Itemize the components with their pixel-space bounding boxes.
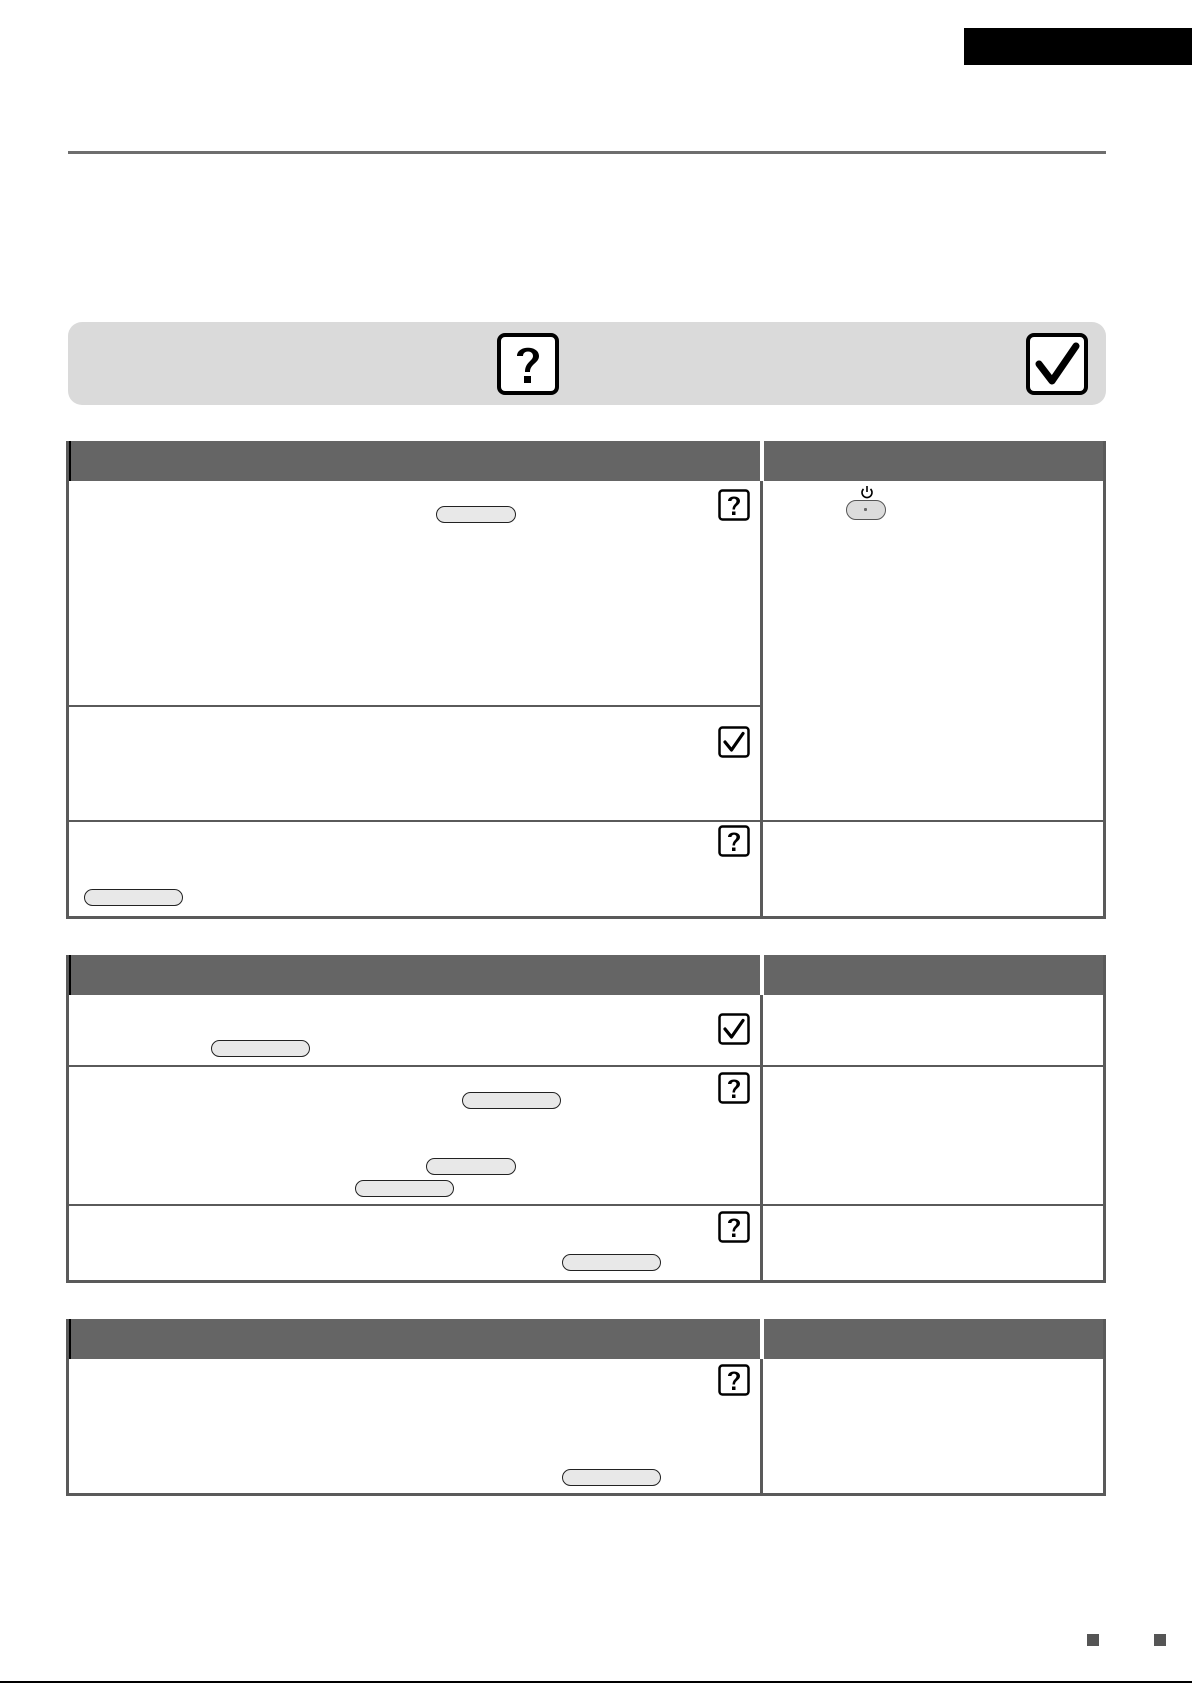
row-divider [66,1204,762,1206]
column-divider [760,481,763,919]
header-rule [68,151,1106,154]
table-header-problem [66,441,760,481]
button-label-placeholder [436,506,516,523]
table-header-remedy [764,441,1106,481]
question-mark-icon [718,1364,750,1401]
question-mark-icon [718,1072,750,1109]
row-divider [763,820,1106,822]
troubleshooting-table-1 [66,441,1106,919]
button-label-placeholder [355,1180,454,1197]
bottom-rule [0,1681,1192,1683]
row-divider [66,1065,762,1067]
section-tab-marker [964,28,1192,65]
button-label-placeholder [562,1254,661,1271]
button-label-placeholder [462,1092,561,1109]
question-mark-icon [497,333,559,400]
legend-bar [68,322,1106,405]
row-divider [763,1065,1106,1067]
question-mark-icon [718,489,750,526]
checkmark-icon [718,1013,750,1050]
checkmark-icon [1026,333,1088,400]
table-header-remedy [764,955,1106,995]
checkmark-icon [718,726,750,763]
table-header-problem [66,955,760,995]
column-divider [760,995,763,1283]
question-mark-icon [718,1211,750,1248]
row-divider [66,820,762,822]
table-header-remedy [764,1319,1106,1359]
button-label-placeholder [84,889,183,906]
row-divider [763,1204,1106,1206]
table-frame [66,441,1106,919]
question-mark-icon [718,825,750,862]
button-label-placeholder [211,1040,310,1057]
power-button-shape [846,500,886,520]
table-header-problem [66,1319,760,1359]
column-divider [760,1359,763,1496]
button-label-placeholder [426,1158,516,1175]
power-icon [859,484,875,500]
row-divider [66,705,762,707]
troubleshooting-table-2 [66,955,1106,1283]
button-label-placeholder [562,1469,661,1486]
table-frame [66,955,1106,1283]
footer-marker [1154,1634,1166,1646]
footer-marker [1087,1634,1099,1646]
troubleshooting-table-3 [66,1319,1106,1496]
